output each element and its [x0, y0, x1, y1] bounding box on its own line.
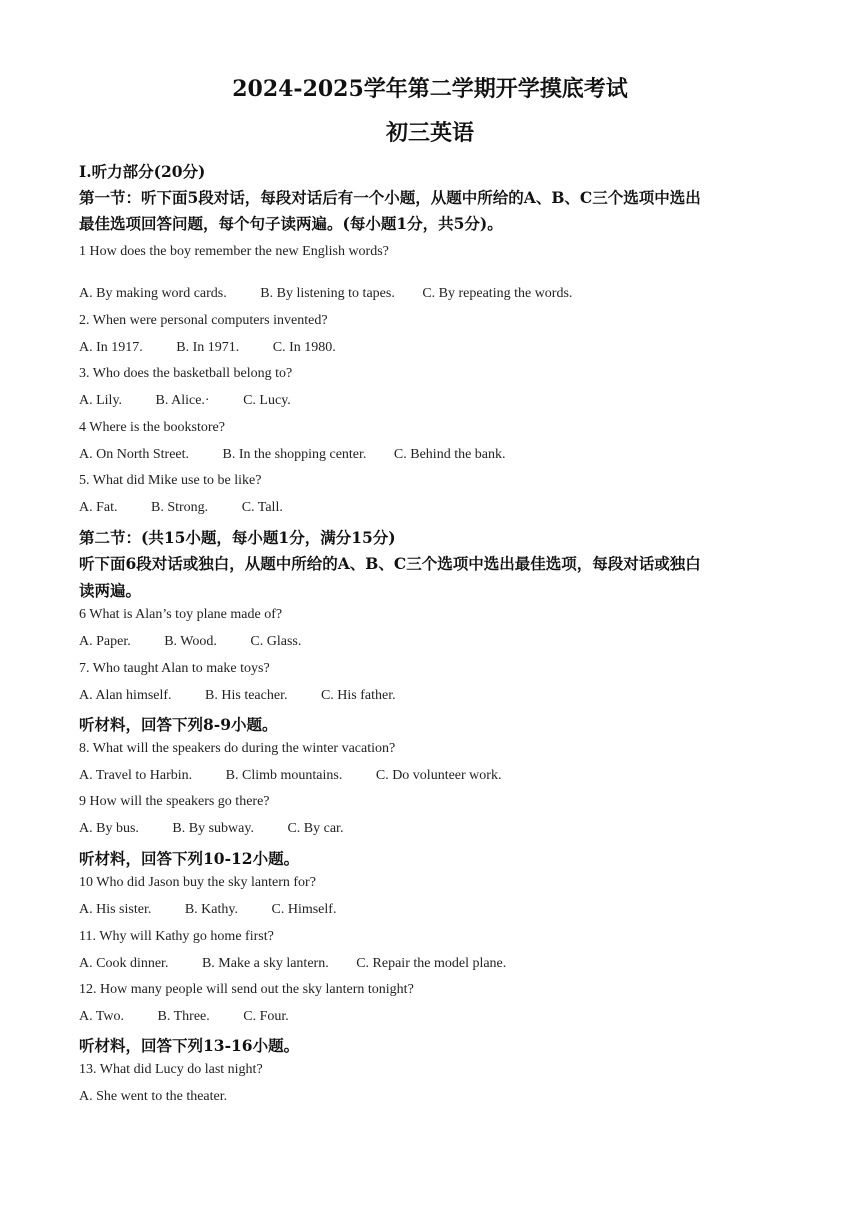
question-11: 11. Why will Kathy go home first?: [79, 929, 274, 944]
options-13: [79, 1089, 227, 1105]
material-8-9-heading: 听材料，回答下列8-9小题。: [79, 715, 278, 734]
options-6: [79, 634, 301, 650]
question-10: 10 Who did Jason buy the sky lantern for?: [79, 875, 316, 890]
question-12: 12. How many people will send out the sky lantern tonight?: [79, 982, 414, 997]
option-b: B. By listening to tapes.: [260, 286, 395, 301]
option-a: A. By bus.: [79, 821, 139, 836]
option-a: A. Paper.: [79, 634, 131, 649]
question-7: 7. Who taught Alan to make toys?: [79, 661, 270, 676]
question-5: 5. What did Mike use to be like?: [79, 473, 262, 488]
question-2: 2. When were personal computers invented?: [79, 313, 328, 328]
option-b: B. Kathy.: [184, 902, 238, 917]
option-a: A. Lily.: [79, 393, 123, 408]
option-a: A. On North Street.: [79, 447, 190, 462]
option-b: B. His teacher.: [205, 688, 288, 703]
question-9: 9 How will the speakers go there?: [79, 794, 270, 809]
option-c: C. Do volunteer work.: [375, 768, 502, 783]
options-5: [79, 500, 283, 516]
options-2: [79, 340, 336, 356]
option-a: A. She went to the theater.: [79, 1089, 228, 1104]
option-a: A. By making word cards.: [79, 286, 227, 301]
options-3: [79, 393, 291, 409]
option-a: A. Fat.: [79, 500, 118, 515]
question-6: 6 What is Alan’s toy plane made of?: [79, 607, 283, 622]
option-a: A. Alan himself.: [79, 688, 172, 703]
option-c: C. Four.: [243, 1009, 289, 1024]
options-12: [79, 1009, 289, 1025]
option-b: B. In 1971.: [176, 340, 240, 355]
option-a: A. In 1917.: [79, 340, 143, 355]
option-b: B. Alice.·: [155, 393, 210, 408]
question-8: 8. What will the speakers do during the winter vacation?: [79, 741, 396, 756]
option-c: C. Lucy.: [243, 393, 291, 408]
option-b: B. By subway.: [172, 821, 254, 836]
option-b: B. Three.: [157, 1009, 210, 1024]
option-b: B. Wood.: [164, 634, 217, 649]
option-c: C. Himself.: [271, 902, 337, 917]
exam-title: 2024-2025学年第二学期开学摸底考试: [232, 76, 628, 102]
option-c: C. Tall.: [241, 500, 283, 515]
options-1: [79, 286, 572, 302]
option-b: B. In the shopping center.: [222, 447, 367, 462]
option-a: A. Two.: [79, 1009, 125, 1024]
section-heading-listening: I.听力部分(20分): [79, 162, 206, 181]
part2-heading: 第二节：(共15小题，每小题1分，满分15分): [79, 528, 396, 547]
question-4: 4 Where is the bookstore?: [79, 420, 225, 435]
option-b: B. Climb mountains.: [225, 768, 343, 783]
part2-instructions-line1: 听下面6段对话或独白，从题中所给的A、B、C三个选项中选出最佳选项，每段对话或独白: [79, 554, 701, 573]
part1-instructions-line2: 最佳选项回答问题，每个句子读两遍。(每小题1分，共5分)。: [79, 214, 503, 233]
options-8: [79, 768, 501, 784]
question-1: 1 How does the boy remember the new English words?: [79, 244, 389, 259]
options-10: [79, 902, 336, 918]
option-c: C. Behind the bank.: [393, 447, 506, 462]
options-11: [79, 956, 506, 972]
option-c: C. His father.: [320, 688, 396, 703]
option-a: A. Travel to Harbin.: [79, 768, 193, 783]
part1-instructions-line1: 第一节：听下面5段对话，每段对话后有一个小题，从题中所给的A、B、C三个选项中选出: [79, 188, 701, 207]
question-3: 3. Who does the basketball belong to?: [79, 366, 293, 381]
options-4: [79, 447, 506, 463]
option-c: C. By repeating the words.: [422, 286, 573, 301]
option-c: C. Glass.: [250, 634, 302, 649]
option-a: A. His sister.: [79, 902, 152, 917]
options-7: [79, 688, 396, 704]
question-13: 13. What did Lucy do last night?: [79, 1062, 263, 1077]
exam-subject: 初三英语: [385, 120, 474, 146]
option-b: B. Make a sky lantern.: [201, 956, 329, 971]
material-10-12-heading: 听材料，回答下列10-12小题。: [79, 849, 300, 868]
option-c: C. In 1980.: [272, 340, 336, 355]
part2-instructions-line2: 读两遍。: [79, 581, 142, 600]
option-c: C. Repair the model plane.: [356, 956, 507, 971]
option-b: B. Strong.: [151, 500, 209, 515]
options-9: [79, 821, 343, 837]
option-a: A. Cook dinner.: [79, 956, 169, 971]
material-13-16-heading: 听材料，回答下列13-16小题。: [79, 1036, 300, 1055]
option-c: C. By car.: [287, 821, 344, 836]
